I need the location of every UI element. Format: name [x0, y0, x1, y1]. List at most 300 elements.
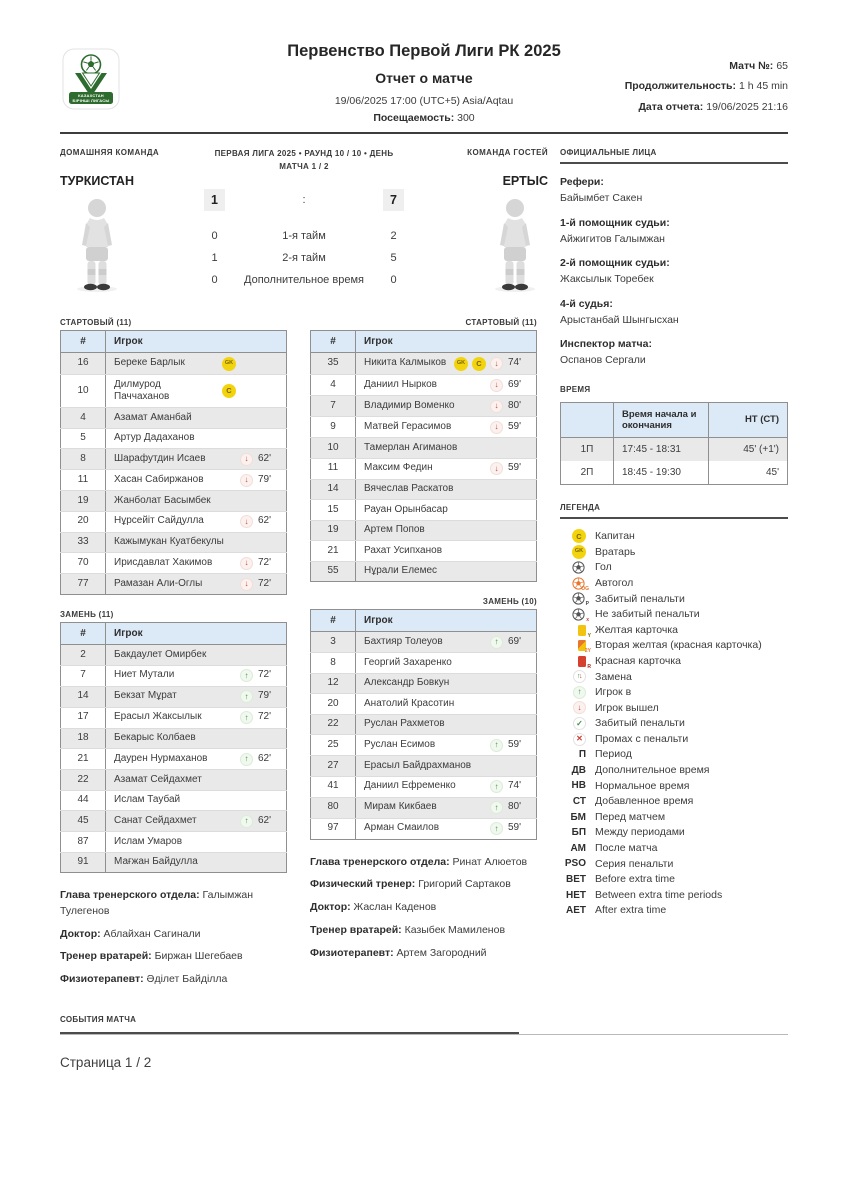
legend-item: ↓ Игрок вышел	[560, 700, 788, 716]
player-out-icon: ↓	[490, 400, 503, 413]
player-number: 8	[311, 653, 356, 674]
official-entry	[560, 336, 788, 369]
substitution-slot	[490, 822, 528, 835]
substitution-slot	[490, 801, 528, 814]
meta-row	[625, 56, 788, 76]
substitution-minute: 62'	[258, 515, 272, 527]
player-cell	[356, 375, 537, 396]
staff-name: Артем Загородний	[396, 946, 487, 959]
legend-item: ✕ Промах с пенальти	[560, 731, 788, 747]
player-cell	[106, 532, 287, 553]
legend-abbr: НВ	[571, 780, 586, 792]
player-in-icon: ↑	[240, 711, 253, 724]
substitution-slot	[240, 515, 278, 528]
column-header-player: Игрок	[356, 331, 537, 353]
substitution-minute: 80'	[508, 399, 522, 411]
home-lineup-table	[60, 330, 287, 595]
staff-entry	[310, 855, 537, 871]
substitution-slot	[490, 462, 528, 475]
goalkeeper-badge-icon: GK	[454, 357, 468, 371]
player-cell	[356, 479, 537, 500]
substitution-minute: 72'	[258, 556, 272, 568]
player-number: 22	[61, 770, 106, 791]
substitution-minute: 79'	[258, 473, 272, 485]
player-in-icon: ↑	[490, 739, 503, 752]
home-player-silhouette	[66, 197, 182, 298]
legend-item: x Не забитый пенальти	[560, 607, 788, 623]
substitution-minute: 74'	[508, 357, 522, 369]
column-header-player: Игрок	[356, 610, 537, 632]
legend-item: СТ Добавленное время	[572, 795, 694, 808]
player-number: 44	[61, 790, 106, 811]
official-entry	[560, 255, 788, 288]
score-separator: :	[302, 193, 306, 206]
substitution-minute: 72'	[258, 577, 272, 589]
table-row	[311, 479, 537, 500]
player-name: Никита Калмыков	[364, 357, 447, 369]
column-header-player: Игрок	[106, 623, 287, 645]
table-row	[311, 375, 537, 396]
period-row	[204, 229, 404, 243]
player-out-icon: ↓	[240, 515, 253, 528]
period-home-score: 1	[211, 252, 218, 265]
player-number: 11	[61, 470, 106, 491]
player-cell	[356, 797, 537, 818]
header-divider	[60, 132, 788, 134]
player-number: 20	[311, 694, 356, 715]
table-row	[61, 428, 287, 449]
legend-item: C Капитан	[560, 529, 788, 545]
officials-section	[560, 148, 788, 369]
legend-abbr: СТ	[572, 796, 586, 808]
substitution-slot	[240, 690, 278, 703]
round-info: ПЕРВАЯ ЛИГА 2025 • РАУНД 10 / 10 • ДЕНЬ МАТЧА 1 / 2	[214, 149, 394, 171]
player-number: 25	[311, 735, 356, 756]
official-role: Инспектор матча:	[560, 338, 652, 351]
player-in-icon: ↑	[490, 822, 503, 835]
player-cell	[106, 686, 287, 707]
player-number: 18	[61, 728, 106, 749]
player-cell	[106, 574, 287, 595]
legend-item: ↑ Игрок в	[560, 685, 788, 701]
player-name: Рауан Орынбасар	[364, 503, 448, 515]
player-cell	[356, 632, 537, 653]
substitution-minute: 62'	[258, 814, 272, 826]
away-lineup-caption: СТАРТОВЫЙ (11)	[465, 318, 537, 327]
attendance	[204, 112, 644, 124]
player-cell	[356, 714, 537, 735]
legend-item: Гол	[560, 560, 788, 576]
player-cell	[106, 428, 287, 449]
table-row	[311, 653, 537, 674]
staff-role: Доктор:	[310, 901, 351, 913]
league-logo	[62, 48, 120, 110]
away-roster-column	[310, 318, 537, 995]
official-name: Байымбет Сакен	[560, 192, 643, 205]
time-col-range: Время начала и окончания	[614, 402, 709, 437]
period-label: 1-я тайм	[282, 229, 326, 242]
captain-badge-icon: C	[572, 529, 586, 543]
player-name: Арман Смаилов	[364, 822, 440, 834]
staff-entry	[60, 949, 287, 965]
staff-name: Аблайхан Сагинали	[103, 927, 201, 940]
legend-item: BET Before extra time	[566, 873, 675, 886]
period-scores	[204, 229, 404, 288]
home-score: 1	[204, 189, 225, 211]
staff-role: Глава тренерского отдела:	[310, 855, 450, 868]
final-score	[204, 189, 404, 211]
captain-badge-icon: C	[222, 384, 236, 398]
substitution-minute: 74'	[508, 780, 522, 792]
table-row	[311, 756, 537, 777]
legend-abbr: АМ	[570, 842, 586, 854]
player-cell	[356, 541, 537, 562]
table-row	[311, 417, 537, 438]
table-row	[61, 749, 287, 770]
page-subtitle: Отчет о матче	[375, 70, 473, 86]
period-home-score: 0	[211, 274, 218, 287]
substitution-minute: 59'	[508, 738, 522, 750]
substitution-minute: 59'	[508, 822, 522, 834]
sidebar	[560, 148, 788, 995]
player-name: Александр Бовкун	[364, 677, 450, 688]
legend-item: ↑ ↓ Замена	[560, 669, 788, 685]
player-number: 19	[61, 491, 106, 512]
player-number: 55	[311, 561, 356, 582]
events-title: СОБЫТИЯ МАТЧА	[60, 1014, 137, 1024]
player-out-icon: ↓	[490, 357, 503, 370]
player-cell	[356, 756, 537, 777]
staff-entry	[60, 888, 287, 920]
substitution-slot	[240, 474, 278, 487]
player-cell	[106, 470, 287, 491]
match-events-section	[60, 1009, 788, 1035]
home-subs-caption: ЗАМЕНЬ (11)	[60, 610, 114, 619]
substitution-slot	[240, 711, 278, 724]
player-cell	[106, 645, 287, 666]
official-name: Оспанов Сергали	[560, 354, 646, 367]
time-section	[560, 385, 788, 485]
substitution-slot	[490, 421, 528, 434]
legend-abbr: HET	[566, 889, 586, 901]
player-cell	[356, 818, 537, 839]
staff-name: Ринат Алюетов	[452, 855, 528, 868]
legend-item: GK Вратарь	[560, 544, 788, 560]
away-lineup-table	[310, 330, 537, 582]
column-header-player: Игрок	[106, 331, 287, 353]
player-name: Хасан Сабиржанов	[114, 473, 204, 485]
player-number: 87	[61, 832, 106, 853]
player-name: Даниил Нырков	[364, 378, 437, 390]
player-in-icon: ↑	[240, 815, 253, 828]
staff-name: Казыбек Мамиленов	[404, 923, 506, 936]
official-name: Айжигитов Галымжан	[560, 232, 665, 245]
legend-item: ДВ Дополнительное время	[571, 764, 710, 777]
player-cell	[106, 790, 287, 811]
player-name: Бакдаулет Омирбек	[114, 648, 207, 660]
substitution-slot	[490, 357, 528, 370]
staff-role: Тренер вратарей:	[60, 950, 152, 963]
staff-role: Глава тренерского отдела:	[60, 889, 200, 901]
player-name: Санат Сейдахмет	[114, 814, 197, 826]
legend-item: PSO Серия пенальти	[564, 857, 674, 870]
goalkeeper-badge-icon: GK	[572, 545, 586, 559]
period-away-score: 0	[390, 274, 397, 287]
substitution-slot	[240, 453, 278, 466]
time-col-ht: НТ (СТ)	[709, 402, 788, 437]
substitution-icon: ↑ ↓	[573, 670, 586, 683]
time-ht: 45' (+1')	[709, 437, 788, 461]
legend-item: 2Y Вторая желтая (красная карточка)	[560, 638, 788, 654]
legend-item: R Красная карточка	[560, 653, 788, 669]
player-name: Ирисдавлат Хакимов	[114, 556, 213, 568]
official-role: 4-й судья:	[560, 297, 613, 310]
header-title-block	[204, 42, 644, 124]
substitution-slot	[490, 636, 528, 649]
player-cell	[356, 438, 537, 459]
table-row	[61, 408, 287, 429]
period-label: Дополнительное время	[244, 274, 364, 287]
table-row	[311, 673, 537, 694]
legend-abbr: ДВ	[571, 764, 586, 776]
substitution-minute: 62'	[258, 752, 272, 764]
substitution-slot	[240, 753, 278, 766]
meta-value: 1 h 45 min	[738, 80, 788, 93]
player-out-icon: ↓	[490, 421, 503, 434]
player-cell	[356, 694, 537, 715]
penalty-missed-cross-icon: ✕	[573, 733, 586, 746]
captain-badge-icon: C	[472, 357, 486, 371]
table-row	[311, 776, 537, 797]
player-name: Ислам Таубай	[114, 794, 181, 805]
staff-name: Жаслан Каденов	[353, 901, 437, 913]
table-row	[61, 686, 287, 707]
away-team-block	[426, 148, 548, 298]
table-row	[311, 632, 537, 653]
second-yellow-card-icon: 2Y	[578, 640, 586, 651]
score-block	[182, 148, 426, 298]
table-row	[311, 520, 537, 541]
goal-ball-icon	[572, 561, 586, 574]
column-header-number: #	[311, 331, 356, 353]
staff-entry	[310, 877, 537, 893]
player-in-icon: ↑	[573, 686, 586, 699]
player-number: 77	[61, 574, 106, 595]
table-row	[61, 574, 287, 595]
player-number: 14	[61, 686, 106, 707]
substitution-slot	[240, 669, 278, 682]
player-cell	[356, 776, 537, 797]
table-row	[61, 645, 287, 666]
meta-value: 65	[776, 60, 788, 72]
legend-item: НВ Нормальное время	[571, 779, 690, 792]
time-table	[560, 402, 788, 485]
official-entry	[560, 215, 788, 248]
staff-role: Физический тренер:	[310, 878, 416, 891]
player-cell	[356, 353, 537, 375]
player-cell	[106, 770, 287, 791]
header-meta	[625, 56, 788, 117]
player-name: Владимир Воменко	[364, 399, 455, 411]
attendance-value: 300	[457, 112, 475, 124]
yellow-card-icon: Y	[578, 625, 586, 636]
player-cell	[106, 491, 287, 512]
official-role: Рефери:	[560, 176, 604, 188]
legend-abbr: BET	[566, 874, 586, 886]
table-row	[61, 553, 287, 574]
column-header-number: #	[311, 610, 356, 632]
official-entry	[560, 174, 788, 207]
player-number: 10	[311, 438, 356, 459]
player-cell	[356, 417, 537, 438]
player-name: Ерасыл Байдрахманов	[364, 759, 472, 771]
player-cell	[106, 728, 287, 749]
player-number: 80	[311, 797, 356, 818]
player-cell	[356, 673, 537, 694]
column-header-number: #	[61, 623, 106, 645]
player-cell	[106, 449, 287, 470]
player-name: Матвей Герасимов	[364, 420, 452, 432]
player-cell	[106, 511, 287, 532]
period-away-score: 2	[390, 229, 397, 242]
player-cell	[356, 653, 537, 674]
official-role: 2-й помощник судьи:	[560, 257, 670, 270]
player-number: 21	[61, 749, 106, 770]
period-home-score: 0	[211, 229, 218, 242]
substitution-slot	[240, 578, 278, 591]
table-row	[61, 491, 287, 512]
substitution-minute: 59'	[508, 420, 522, 432]
player-name: Тамерлан Агиманов	[364, 441, 458, 453]
legend-section	[560, 503, 788, 919]
substitution-minute: 79'	[258, 690, 272, 702]
player-cell	[356, 500, 537, 521]
away-score: 7	[383, 189, 404, 211]
home-subs-table	[60, 622, 287, 873]
legend-abbr: П	[578, 749, 586, 761]
player-number: 97	[311, 818, 356, 839]
player-number: 21	[311, 541, 356, 562]
player-cell	[106, 749, 287, 770]
player-number: 20	[61, 511, 106, 532]
player-out-icon: ↓	[240, 474, 253, 487]
player-out-icon: ↓	[490, 462, 503, 475]
player-name: Жанболат Басымбек	[114, 494, 211, 506]
legend-item: ✓ Забитый пенальти	[560, 716, 788, 732]
legend-abbr: AET	[566, 905, 586, 917]
player-number: 4	[61, 408, 106, 429]
player-out-icon: ↓	[490, 379, 503, 392]
staff-entry	[310, 923, 537, 939]
staff-name: Галымжан Тулегенов	[60, 889, 254, 917]
home-team-block	[60, 148, 182, 298]
home-roster-column	[60, 318, 287, 995]
player-name: Рамазан Али-Оглы	[114, 577, 203, 589]
player-name: Дилмурод Паччаханов	[114, 378, 170, 402]
staff-entry	[60, 927, 287, 943]
home-staff	[60, 888, 287, 988]
player-name: Мағжан Байдулла	[114, 856, 198, 867]
red-card-icon: R	[578, 656, 586, 667]
player-name: Ерасыл Жаксылык	[114, 711, 202, 723]
table-row	[311, 500, 537, 521]
player-cell	[356, 735, 537, 756]
away-team-label: КОМАНДА ГОСТЕЙ	[467, 148, 548, 157]
page-number: Страница 1 / 2	[60, 1054, 152, 1070]
meta-label: Матч №:	[729, 60, 774, 72]
document-header	[60, 42, 788, 124]
player-name: Бекарыс Колбаев	[114, 732, 196, 743]
player-number: 19	[311, 520, 356, 541]
player-number: 3	[311, 632, 356, 653]
player-name: Рахат Усипханов	[364, 544, 443, 556]
player-name: Азамат Аманбай	[114, 411, 192, 423]
logo-banner-text: КАЗАХСТАН БІРІНШІ ЛИГАСЫ	[72, 93, 110, 103]
player-name: Ислам Умаров	[114, 835, 183, 847]
legend-item: AET After extra time	[566, 904, 667, 917]
player-number: 11	[311, 458, 356, 479]
staff-entry	[310, 900, 537, 916]
away-subs-table	[310, 609, 537, 840]
player-name: Бахтияр Толеуов	[364, 635, 443, 647]
player-name: Вячеслав Раскатов	[364, 483, 454, 494]
table-row	[311, 541, 537, 562]
player-number: 35	[311, 353, 356, 375]
legend-abbr: PSO	[564, 858, 586, 870]
time-title: ВРЕМЯ	[560, 384, 591, 394]
player-name: Шарафутдин Исаев	[114, 452, 206, 464]
substitution-minute: 69'	[508, 378, 522, 390]
player-out-icon: ↓	[240, 578, 253, 591]
player-number: 91	[61, 852, 106, 873]
substitution-slot	[490, 400, 528, 413]
substitution-slot	[490, 379, 528, 392]
player-number: 45	[61, 811, 106, 832]
player-number: 22	[311, 714, 356, 735]
table-row	[61, 832, 287, 853]
player-in-icon: ↑	[240, 690, 253, 703]
player-name: Мирам Кикбаев	[364, 801, 437, 813]
player-name: Азамат Сейдахмет	[114, 773, 202, 785]
player-number: 15	[311, 500, 356, 521]
table-row	[61, 532, 287, 553]
player-name: Даниил Ефременко	[364, 780, 456, 792]
match-summary	[60, 148, 548, 298]
table-row	[61, 728, 287, 749]
time-ht: 45'	[709, 461, 788, 485]
player-name: Анатолий Красотин	[364, 697, 455, 709]
staff-role: Физиотерапевт:	[310, 946, 394, 959]
staff-role: Физиотерапевт:	[60, 973, 144, 985]
time-row	[561, 437, 788, 461]
substitution-slot	[240, 557, 278, 570]
player-number: 12	[311, 673, 356, 694]
player-name: Руслан Есимов	[364, 738, 436, 750]
time-period: 1П	[561, 437, 614, 461]
player-cell	[106, 811, 287, 832]
player-out-icon: ↓	[573, 701, 586, 714]
legend-abbr: БМ	[570, 811, 586, 823]
staff-name: Әділет Байділла	[146, 973, 228, 985]
time-row	[561, 461, 788, 485]
column-header-number: #	[61, 331, 106, 353]
staff-name: Биржан Шегебаев	[154, 950, 243, 963]
official-role: 1-й помощник судьи:	[560, 216, 670, 229]
penalty-scored-ball-icon: P	[572, 592, 586, 605]
player-number: 8	[61, 449, 106, 470]
table-row	[311, 396, 537, 417]
page-title: Первенство Первой Лиги РК 2025	[287, 42, 561, 60]
